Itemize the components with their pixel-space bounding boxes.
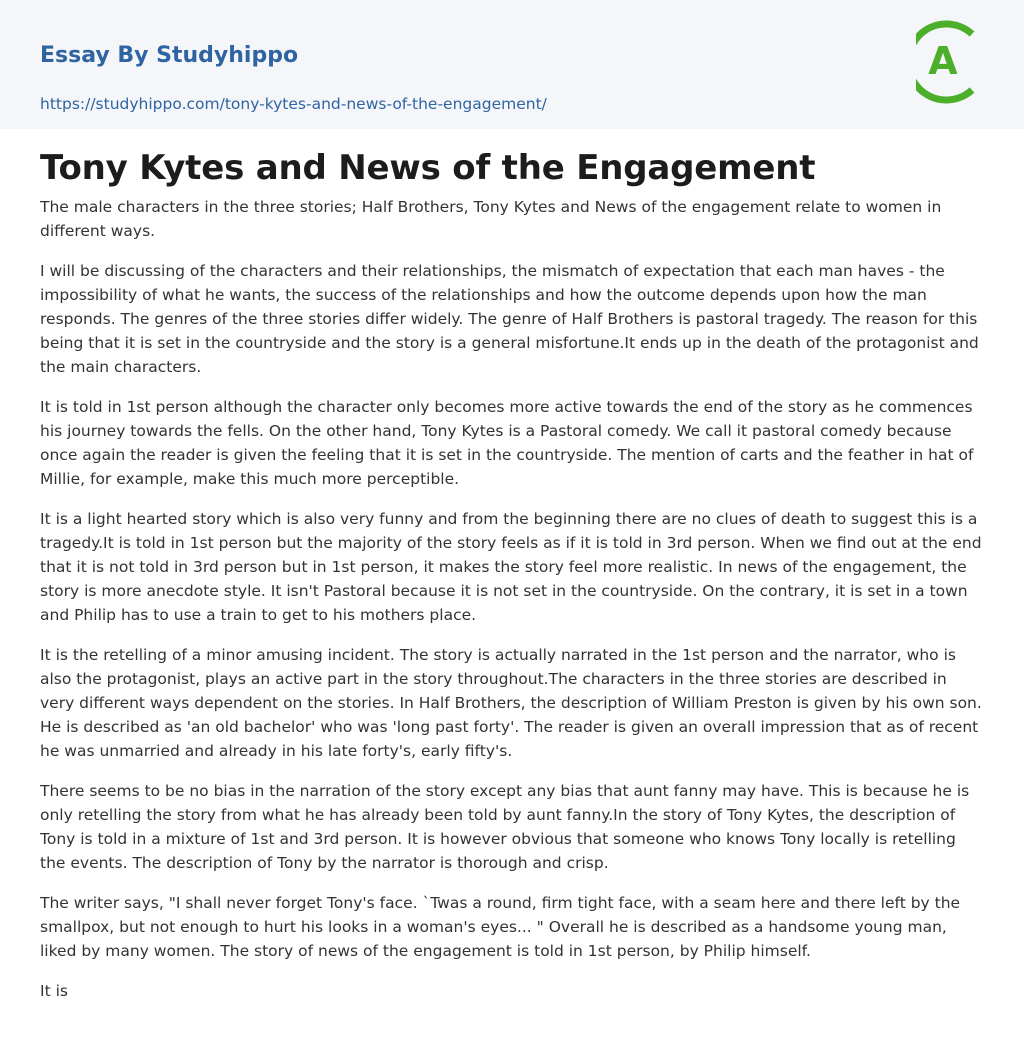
- article: [0, 147, 1024, 1003]
- paragraph-8: It is: [40, 982, 68, 1000]
- site-header: [0, 0, 1024, 129]
- article-title: Tony Kytes and News of the Engagement: [40, 148, 816, 188]
- paragraph-1: The male characters in the three stories; Half Brothers, Tony Kytes and News of the engagement relate to women in different ways.: [40, 198, 942, 240]
- essay-url-link[interactable]: https://studyhippo.com/tony-kytes-and-news-of-the-engagement/: [40, 95, 547, 113]
- logo-letter: A: [928, 39, 958, 83]
- paragraph-6: There seems to be no bias in the narration of the story except any bias that aunt fanny may have. This is because he is only retelling the story from what he has already been told by aunt fanny.In the story of Tony Kytes, the description of Tony is told in a mixture of 1st and 3rd person. It is however obvious that someone who knows Tony locally is retelling the events. The description of Tony by the narrator is thorough and crisp.: [40, 782, 970, 872]
- paragraph-7: The writer says, "I shall never forget Tony's face. `Twas a round, firm tight face, with a seam here and there left by the smallpox, but not enough to hurt his looks in a woman's eyes... " Overall he is described as a handsome young man, liked by many women. The story of news of the engagement is told in 1st person, by Philip himself.: [40, 894, 961, 960]
- paragraph-4: It is a light hearted story which is also very funny and from the beginning there are no clues of death to suggest this is a tragedy.It is told in 1st person but the majority of the story feels as if it is told in 3rd person. When we find out at the end that it is not told in 3rd person but in 1st person, it makes the story feel more realistic. In news of the engagement, the story is more anecdote style. It isn't Pastoral because it is not set in the countryside. On the contrary, it is set in a town and Philip has to use a train to get to his mothers place.: [40, 510, 982, 624]
- paragraph-3: It is told in 1st person although the character only becomes more active towards the end of the story as he commences his journey towards the fells. On the other hand, Tony Kytes is a Pastoral comedy. We call it pastoral comedy because once again the reader is given the feeling that it is set in the countryside. The mention of carts and the feather in hat of Millie, for example, make this much more perceptible.: [40, 398, 974, 488]
- paragraph-5: It is the retelling of a minor amusing incident. The story is actually narrated in the 1st person and the narrator, who is also the protagonist, plays an active part in the story throughout.The characters in the three stories are described in very different ways dependent on the stories. In Half Brothers, the description of William Preston is given by his own son. He is described as 'an old bachelor' who was 'long past forty'. The reader is given an overall impression that as of recent he was unmarried and already in his late forty's, early fifty's.: [40, 646, 982, 760]
- site-brand[interactable]: Essay By Studyhippo: [40, 43, 299, 68]
- studyhippo-logo-icon[interactable]: [916, 18, 986, 106]
- paragraph-2: I will be discussing of the characters and their relationships, the mismatch of expectation that each man haves - the impossibility of what he wants, the success of the relationships and how the outcome depends upon how the man responds. The genres of the three stories differ widely. The genre of Half Brothers is pastoral tragedy. The reason for this being that it is set in the countryside and the story is a general misfortune.It ends up in the death of the protagonist and the main characters.: [40, 262, 979, 376]
